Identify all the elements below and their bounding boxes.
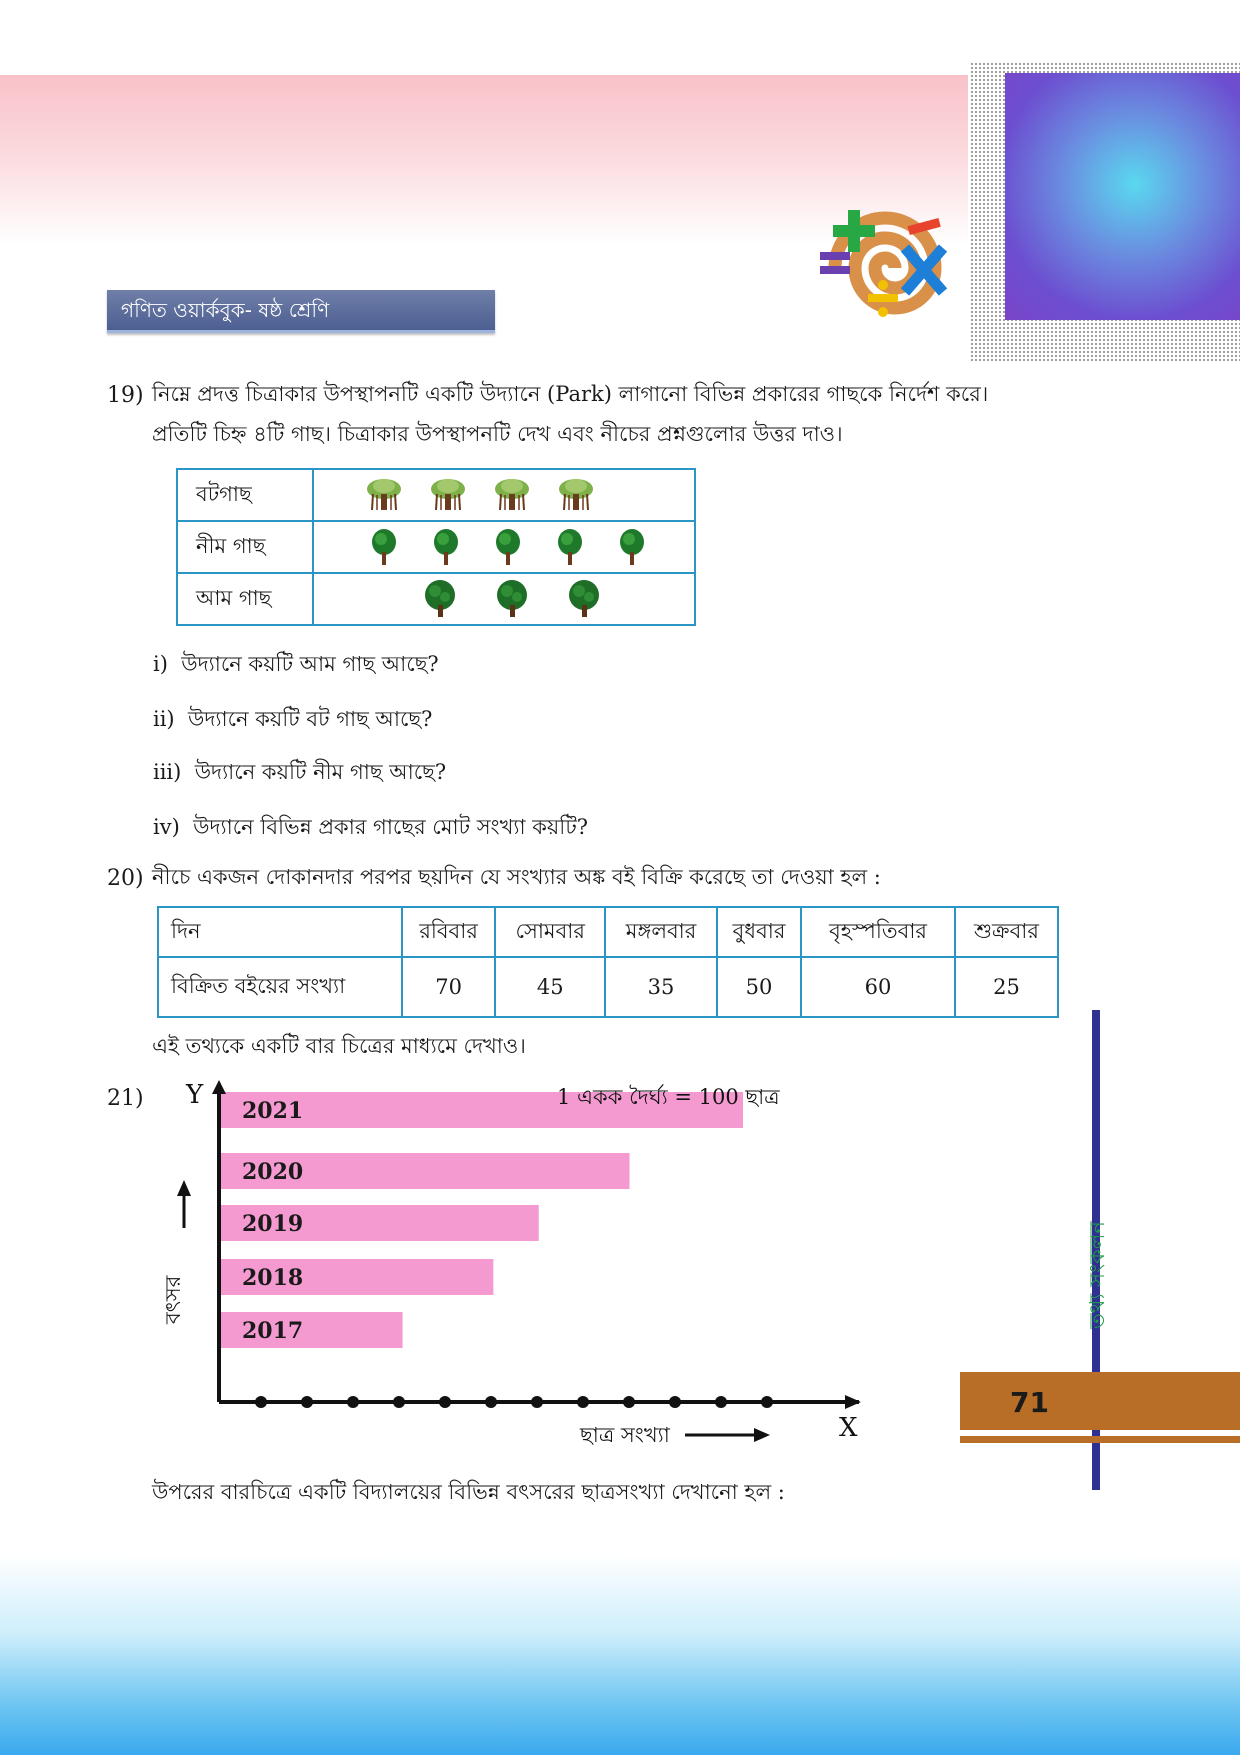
book-sales-table <box>157 906 1059 1018</box>
q19-subquestion-ii <box>153 699 432 739</box>
neem-tree-icon <box>366 528 402 566</box>
table-header-cell: রবিবার <box>402 907 495 957</box>
q21-footer-text: উপরের বারচিত্রে একটি বিদ্যালয়ের বিভিন্ন বৎসরের ছাত্রসংখ্যা দেখানো হল : <box>152 1480 785 1504</box>
chart-y-letter: Y <box>186 1080 204 1110</box>
chart-title: 1 একক দৈর্ঘ্য = 100 ছাত্র <box>557 1085 780 1109</box>
table-cell: 70 <box>402 957 495 1017</box>
header-gradient-square <box>1005 73 1240 320</box>
chart-x-tick <box>301 1396 313 1408</box>
banyan-tree-icon <box>430 476 466 514</box>
chart-x-letter: X <box>839 1413 858 1443</box>
q20-number: 20) <box>107 866 144 891</box>
table-cell: 25 <box>955 957 1058 1017</box>
q19-subquestion-iii <box>153 752 446 792</box>
chart-x-tick <box>393 1396 405 1408</box>
pictograph-icons <box>313 573 695 625</box>
q19-subquestion-iv <box>153 807 588 847</box>
pictograph-icons <box>313 521 695 573</box>
chart-y-label: বৎসর <box>161 1275 185 1324</box>
banyan-tree-icon <box>366 476 402 514</box>
mango-tree-icon <box>566 580 602 618</box>
footer-blue-band <box>0 1555 1240 1755</box>
q21-number: 21) <box>107 1086 144 1111</box>
table-header-cell: বৃহস্পতিবার <box>801 907 955 957</box>
chart-bar-label: 2020 <box>242 1159 304 1185</box>
pictograph-label: আম গাছ <box>177 573 313 625</box>
pictograph-label: বটগাছ <box>177 469 313 521</box>
subquestion-text: উদ্যানে কয়টি নীম গাছ আছে? <box>194 760 447 784</box>
chart-y-label-arrowhead <box>177 1180 191 1196</box>
q19-number: 19) <box>107 383 144 408</box>
table-header-cell: বুধবার <box>717 907 801 957</box>
chart-x-tick <box>439 1396 451 1408</box>
subquestion-number: ii) <box>153 707 175 731</box>
q19-subquestion-i <box>153 644 439 684</box>
subquestion-text: উদ্যানে কয়টি বট গাছ আছে? <box>188 707 433 731</box>
mango-tree-icon <box>494 580 530 618</box>
chart-bar-label: 2017 <box>242 1318 304 1344</box>
chart-x-tick <box>347 1396 359 1408</box>
neem-tree-icon <box>428 528 464 566</box>
chart-bar-label: 2021 <box>242 1098 304 1124</box>
pictograph-table <box>176 468 696 626</box>
neem-tree-icon <box>552 528 588 566</box>
chart-bar-label: 2019 <box>242 1211 304 1237</box>
chart-y-arrowhead <box>212 1080 226 1094</box>
subquestion-number: i) <box>153 652 168 676</box>
pictograph-row <box>177 521 695 573</box>
chart-x-tick <box>255 1396 267 1408</box>
table-cell: 35 <box>605 957 717 1017</box>
chart-x-tick <box>531 1396 543 1408</box>
table-cell: 45 <box>495 957 605 1017</box>
subquestion-number: iv) <box>153 815 180 839</box>
chapter-side-label: তথ্য সংকলন <box>1085 1221 1109 1329</box>
banyan-tree-icon <box>494 476 530 514</box>
math-symbols-logo <box>810 200 960 335</box>
table-row <box>158 907 1058 957</box>
neem-tree-icon <box>614 528 650 566</box>
mango-tree-icon <box>422 580 458 618</box>
subquestion-text: উদ্যানে বিভিন্ন প্রকার গাছের মোট সংখ্যা কয়টি? <box>193 815 589 839</box>
neem-tree-icon <box>490 528 526 566</box>
q20-text: নীচে একজন দোকানদার পরপর ছয়দিন যে সংখ্যার অঙ্ক বই বিক্রি করেছে তা দেওয়া হল : <box>152 865 881 889</box>
pictograph-label: নীম গাছ <box>177 521 313 573</box>
table-cell: 50 <box>717 957 801 1017</box>
chart-x-tick <box>761 1396 773 1408</box>
chart-x-tick <box>623 1396 635 1408</box>
chart-x-tick <box>669 1396 681 1408</box>
chart-x-tick <box>715 1396 727 1408</box>
q19-text-line1: নিম্নে প্রদত্ত চিত্রাকার উপস্থাপনটি একটি উদ্যানে (Park) লাগানো বিভিন্ন প্রকারের গাছকে নির্দেশ করে। <box>152 382 989 406</box>
chart-x-tick <box>485 1396 497 1408</box>
table-cell: 60 <box>801 957 955 1017</box>
chart-x-arrowhead <box>845 1395 861 1409</box>
q20-instruction: এই তথ্যকে একটি বার চিত্রের মাধ্যমে দেখাও। <box>152 1034 526 1058</box>
banyan-tree-icon <box>558 476 594 514</box>
q19-text-line2: প্রতিটি চিহ্ন ৪টি গাছ। চিত্রাকার উপস্থাপনটি দেখ এবং নীচের প্রশ্নগুলোর উত্তর দাও। <box>152 422 843 446</box>
pictograph-row <box>177 573 695 625</box>
book-title-bar <box>107 290 495 333</box>
table-row <box>158 957 1058 1017</box>
subquestion-text: উদ্যানে কয়টি আম গাছ আছে? <box>181 652 439 676</box>
page-number: 71 <box>1010 1386 1049 1419</box>
table-header-cell: সোমবার <box>495 907 605 957</box>
page-tab-underline <box>960 1436 1240 1443</box>
chart-x-label: ছাত্র সংখ্যা <box>580 1423 670 1447</box>
table-header-cell: দিন <box>158 907 402 957</box>
table-header-cell: মঙ্গলবার <box>605 907 717 957</box>
pictograph-row <box>177 469 695 521</box>
book-title: গণিত ওয়ার্কবুক- ষষ্ঠ শ্রেণি <box>121 298 330 322</box>
chart-x-label-arrowhead <box>754 1428 770 1442</box>
chart-bar-label: 2018 <box>242 1265 304 1291</box>
chart-x-tick <box>577 1396 589 1408</box>
table-cell: বিক্রিত বইয়ের সংখ্যা <box>158 957 402 1017</box>
table-header-cell: শুক্রবার <box>955 907 1058 957</box>
subquestion-number: iii) <box>153 760 182 784</box>
student-bar-chart <box>150 1080 910 1450</box>
pictograph-icons <box>313 469 695 521</box>
page-number-tab <box>960 1372 1240 1430</box>
